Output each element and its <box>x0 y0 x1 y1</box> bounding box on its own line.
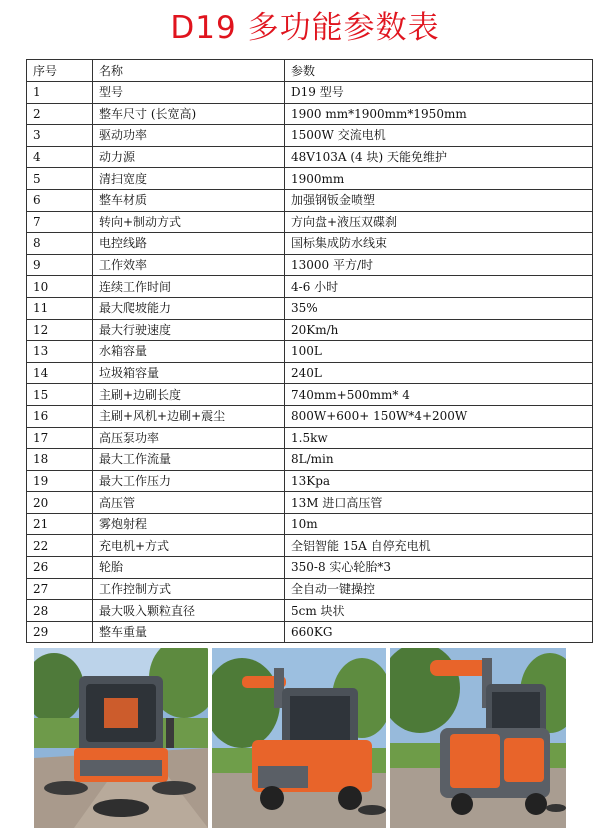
row-index: 29 <box>27 621 93 643</box>
row-index: 27 <box>27 578 93 600</box>
table-row <box>27 492 593 514</box>
row-name: 垃圾箱容量 <box>93 362 285 384</box>
row-name: 最大行驶速度 <box>93 319 285 341</box>
row-param: 全铝智能 15A 自停充电机 <box>285 535 593 557</box>
row-param: 1.5kw <box>285 427 593 449</box>
row-index: 9 <box>27 254 93 276</box>
row-name: 最大爬坡能力 <box>93 297 285 319</box>
sweeper-rear-photo <box>390 648 566 828</box>
row-name: 充电机+方式 <box>93 535 285 557</box>
row-param: 13Kpa <box>285 470 593 492</box>
table-row <box>27 146 593 168</box>
row-index: 26 <box>27 557 93 579</box>
row-name: 最大工作流量 <box>93 449 285 471</box>
row-name: 电控线路 <box>93 233 285 255</box>
row-name: 清扫宽度 <box>93 168 285 190</box>
row-name: 轮胎 <box>93 557 285 579</box>
row-param: 100L <box>285 341 593 363</box>
row-index: 1 <box>27 82 93 104</box>
row-param: 1900 mm*1900mm*1950mm <box>285 103 593 125</box>
row-param: 1900mm <box>285 168 593 190</box>
row-name: 连续工作时间 <box>93 276 285 298</box>
row-index: 15 <box>27 384 93 406</box>
row-name: 高压管 <box>93 492 285 514</box>
table-row <box>27 470 593 492</box>
row-name: 主刷+边刷长度 <box>93 384 285 406</box>
row-index: 16 <box>27 405 93 427</box>
row-name: 型号 <box>93 82 285 104</box>
row-name: 高压泵功率 <box>93 427 285 449</box>
row-param: 4-6 小时 <box>285 276 593 298</box>
row-name: 整车材质 <box>93 189 285 211</box>
row-index: 3 <box>27 125 93 147</box>
table-row <box>27 319 593 341</box>
row-name: 工作效率 <box>93 254 285 276</box>
table-row <box>27 211 593 233</box>
table-row <box>27 600 593 622</box>
row-index: 28 <box>27 600 93 622</box>
row-name: 主刷+风机+边刷+震尘 <box>93 405 285 427</box>
row-param: 800W+600+ 150W*4+200W <box>285 405 593 427</box>
row-param: 20Km/h <box>285 319 593 341</box>
page-title: D19 多功能参数表 <box>170 10 440 46</box>
row-param: 13M 进口高压管 <box>285 492 593 514</box>
table-row <box>27 103 593 125</box>
row-index: 2 <box>27 103 93 125</box>
table-row <box>27 557 593 579</box>
table-row <box>27 535 593 557</box>
table-row <box>27 189 593 211</box>
table-row <box>27 449 593 471</box>
row-param: 8L/min <box>285 449 593 471</box>
table-body <box>27 82 593 643</box>
row-name: 最大工作压力 <box>93 470 285 492</box>
table-row <box>27 276 593 298</box>
row-index: 14 <box>27 362 93 384</box>
row-index: 7 <box>27 211 93 233</box>
table-header-row <box>27 60 593 82</box>
table-row <box>27 578 593 600</box>
row-param: 35% <box>285 297 593 319</box>
photo-strip <box>34 648 566 828</box>
row-param: 全自动一键操控 <box>285 578 593 600</box>
row-name: 最大吸入颗粒直径 <box>93 600 285 622</box>
row-param: 加强钢钣金喷塑 <box>285 189 593 211</box>
row-param: 350-8 实心轮胎*3 <box>285 557 593 579</box>
row-index: 12 <box>27 319 93 341</box>
row-index: 18 <box>27 449 93 471</box>
row-index: 22 <box>27 535 93 557</box>
row-param: D19 型号 <box>285 82 593 104</box>
row-param: 740mm+500mm* 4 <box>285 384 593 406</box>
row-index: 13 <box>27 341 93 363</box>
table-row <box>27 125 593 147</box>
header-param: 参数 <box>285 60 593 82</box>
table-row <box>27 621 593 643</box>
table-row <box>27 254 593 276</box>
row-param: 方向盘+液压双碟刹 <box>285 211 593 233</box>
row-name: 驱动功率 <box>93 125 285 147</box>
row-param: 240L <box>285 362 593 384</box>
row-index: 5 <box>27 168 93 190</box>
row-index: 4 <box>27 146 93 168</box>
row-index: 21 <box>27 513 93 535</box>
row-name: 水箱容量 <box>93 341 285 363</box>
table-row <box>27 405 593 427</box>
table-row <box>27 341 593 363</box>
sweeper-side-photo <box>212 648 386 828</box>
header-index: 序号 <box>27 60 93 82</box>
row-name: 雾炮射程 <box>93 513 285 535</box>
table-row <box>27 168 593 190</box>
row-index: 19 <box>27 470 93 492</box>
row-index: 11 <box>27 297 93 319</box>
row-index: 10 <box>27 276 93 298</box>
row-param: 10m <box>285 513 593 535</box>
row-param: 13000 平方/时 <box>285 254 593 276</box>
row-index: 6 <box>27 189 93 211</box>
sweeper-front-photo <box>34 648 208 828</box>
row-name: 整车尺寸 (长宽高) <box>93 103 285 125</box>
table-row <box>27 297 593 319</box>
row-index: 17 <box>27 427 93 449</box>
table-row <box>27 82 593 104</box>
table-row <box>27 384 593 406</box>
row-param: 660KG <box>285 621 593 643</box>
row-param: 5cm 块状 <box>285 600 593 622</box>
row-param: 48V103A (4 块) 天能免维护 <box>285 146 593 168</box>
row-param: 国标集成防水线束 <box>285 233 593 255</box>
table-row <box>27 233 593 255</box>
header-name: 名称 <box>93 60 285 82</box>
row-name: 动力源 <box>93 146 285 168</box>
table-row <box>27 513 593 535</box>
row-index: 20 <box>27 492 93 514</box>
row-name: 整车重量 <box>93 621 285 643</box>
row-name: 工作控制方式 <box>93 578 285 600</box>
spec-table <box>26 59 593 643</box>
table-row <box>27 427 593 449</box>
row-name: 转向+制动方式 <box>93 211 285 233</box>
row-index: 8 <box>27 233 93 255</box>
row-param: 1500W 交流电机 <box>285 125 593 147</box>
table-row <box>27 362 593 384</box>
